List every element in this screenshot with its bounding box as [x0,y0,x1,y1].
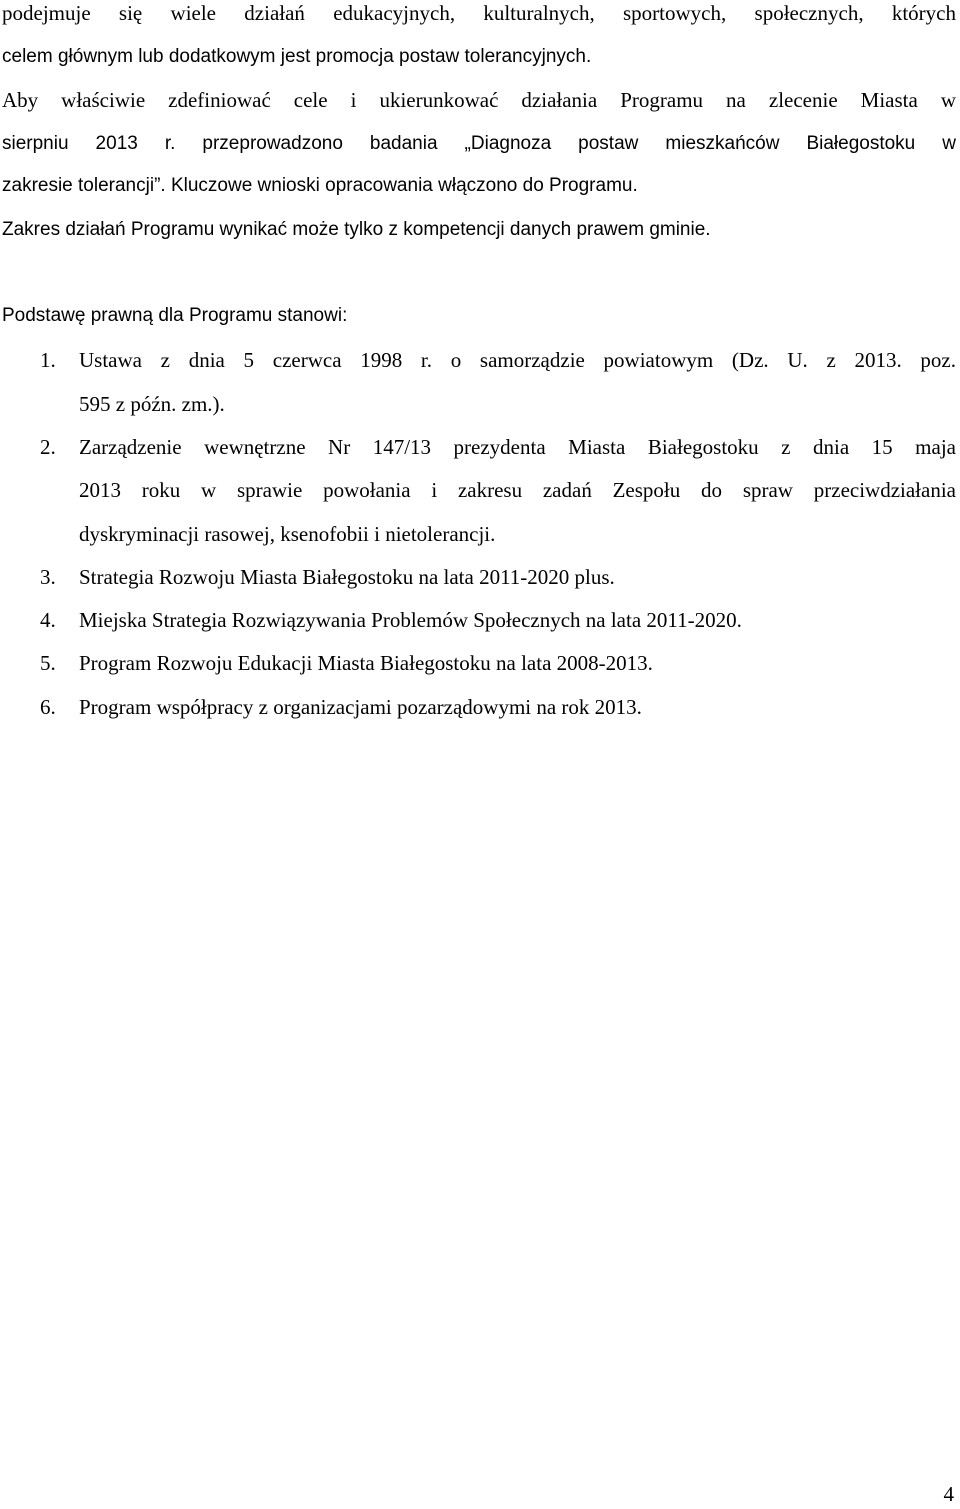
list-item-number: 2. [40,435,56,459]
paragraph-line: zakresie tolerancji”. Kluczowe wnioski opracowania włączono do Programu. [2,175,638,196]
paragraph-line: sierpniu 2013 r. przeprowadzono badania „Diagnoza postaw mieszkańców Białegostoku w [2,133,956,154]
paragraph-line: celem głównym lub dodatkowym jest promocja postaw tolerancyjnych. [2,46,592,67]
list-item-number: 6. [40,695,56,719]
list-item-continuation: dyskryminacji rasowej, ksenofobii i nietolerancji. [79,522,496,546]
list-item-text: Miejska Strategia Rozwiązywania Problemów Społecznych na lata 2011-2020. [79,608,742,632]
list-item-number: 3. [40,565,56,589]
list-item-number: 1. [40,348,56,372]
list-item-text: Zarządzenie wewnętrzne Nr 147/13 prezydenta Miasta Białegostoku z dnia 15 maja [79,435,956,459]
list-item-text: Ustawa z dnia 5 czerwca 1998 r. o samorządzie powiatowym (Dz. U. z 2013. poz. [79,348,956,372]
paragraph-line: podejmuje się wiele działań edukacyjnych, kulturalnych, sportowych, społecznych, których [2,1,956,25]
paragraph-line: Aby właściwie zdefiniować cele i ukierunkować działania Programu na zlecenie Miasta w [2,88,956,112]
paragraph-line: Zakres działań Programu wynikać może tylko z kompetencji danych prawem gminie. [2,219,711,240]
list-item-number: 4. [40,608,56,632]
list-item-continuation: 2013 roku w sprawie powołania i zakresu zadań Zespołu do spraw przeciwdziałania [79,478,956,502]
legal-basis-heading: Podstawę prawną dla Programu stanowi: [2,305,348,326]
list-item-text: Strategia Rozwoju Miasta Białegostoku na lata 2011-2020 plus. [79,565,615,589]
page-number: 4 [943,1482,954,1506]
list-item-text: Program współpracy z organizacjami pozarządowymi na rok 2013. [79,695,642,719]
list-item-text: Program Rozwoju Edukacji Miasta Białegostoku na lata 2008-2013. [79,651,653,675]
list-item-number: 5. [40,651,56,675]
list-item-continuation: 595 z późn. zm.). [79,392,225,416]
